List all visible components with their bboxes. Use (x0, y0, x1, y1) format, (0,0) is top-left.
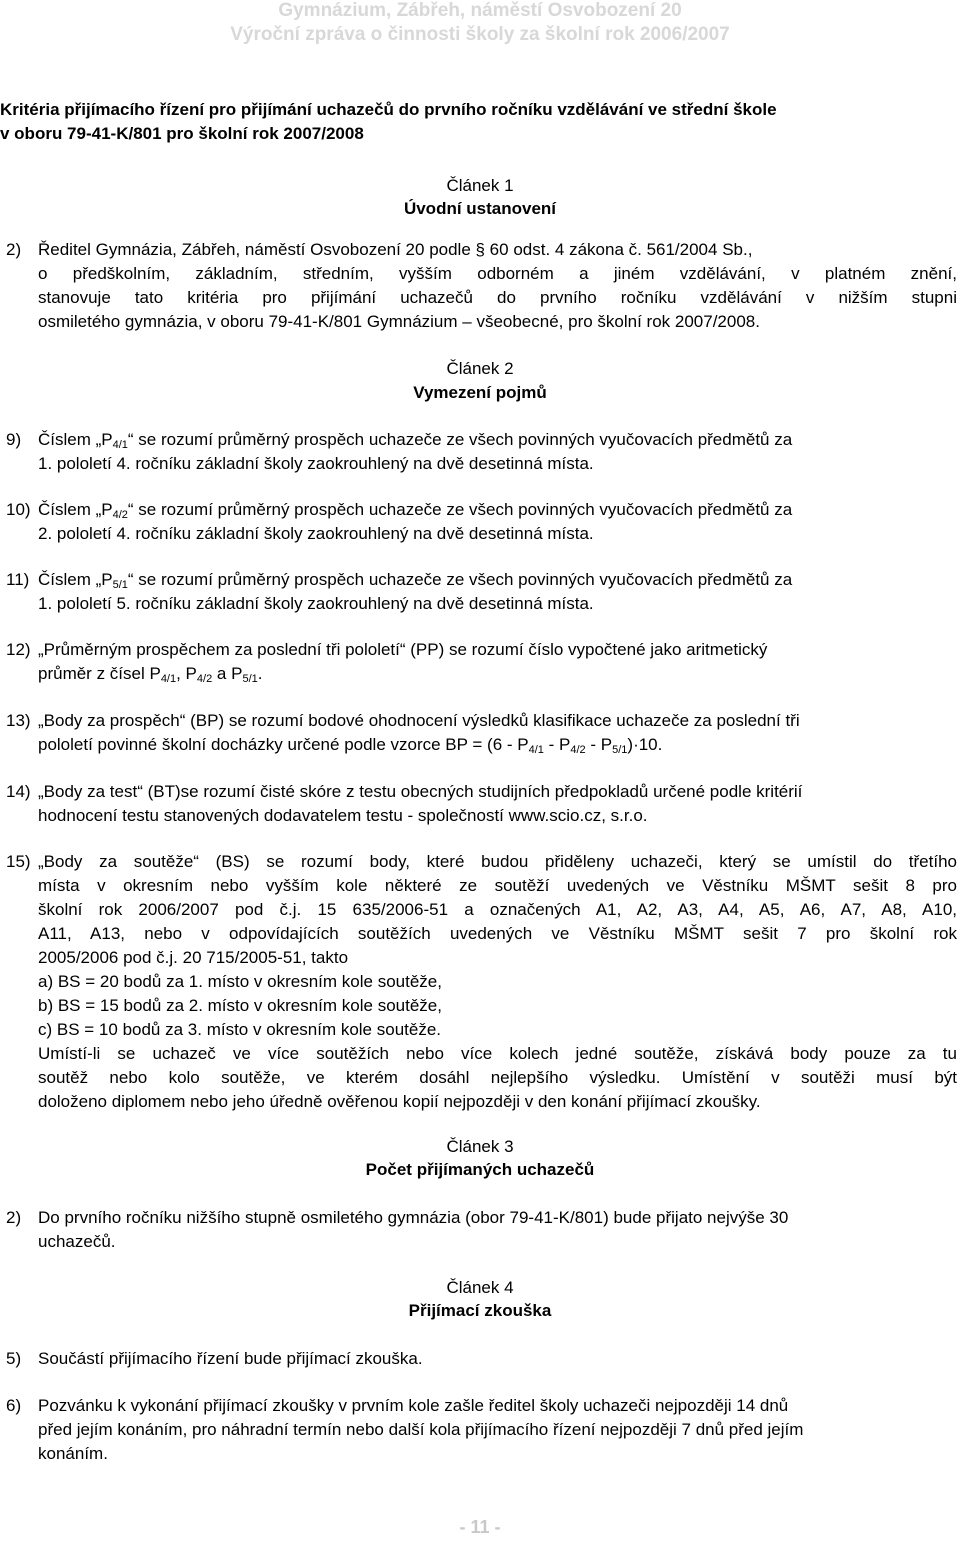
paragraph-text: Součástí přijímacího řízení bude přijímací zkouška. (38, 1349, 423, 1368)
paragraph-text: 2005/2006 pod č.j. 20 715/2005-51, takto (38, 948, 349, 967)
paragraph-number: 12) (6, 640, 31, 659)
paragraph-text: Ředitel Gymnázia, Zábřeh, náměstí Osvobození 20 podle § 60 odst. 4 zákona č. 561/2004 Sb., (38, 240, 753, 259)
paragraph-text: před jejím konáním, pro náhradní termín nebo další kola přijímacího řízení nejpozději 7 dnů před jejím (38, 1420, 804, 1439)
list-item: a) BS = 20 bodů za 1. místo v okresním kole soutěže, (38, 972, 442, 991)
header-school-name: Gymnázium, Zábřeh, náměstí Osvobození 20 (278, 0, 682, 21)
paragraph-text: Číslem $„P_{4/2}“$ se rozumí průměrný prospěch uchazeče ze všech povinných vyučovacích předmětů za (38, 500, 793, 521)
paragraph-text: „Body za prospěch“ (BP) se rozumí bodové ohodnocení výsledků klasifikace uchazeče za poslední tři (38, 711, 800, 730)
paragraph-text: Umístí-li se uchazeč ve více soutěžích nebo více kolech jedné soutěže, získává body pouze za tu (38, 1044, 957, 1063)
paragraph-text: Číslem $„P_{4/1}“$ se rozumí průměrný prospěch uchazeče ze všech povinných vyučovacích předmětů za (38, 430, 793, 451)
paragraph-text: soutěž nebo kolo soutěže, ve kterém dosáhl nejlepšího výsledku. Umístění v soutěži musí být (38, 1068, 957, 1087)
paragraph-number: 2) (6, 1208, 22, 1227)
paragraph-number: 5) (6, 1349, 22, 1368)
paragraph-text: průměr z čísel $P_{4/1}$, $P_{4/2}$ a $P_{5/1}$. (38, 664, 263, 685)
paragraph-number: 13) (6, 711, 31, 730)
page-number: - 11 - (459, 1517, 501, 1537)
article-2-subheading: Vymezení pojmů (413, 383, 547, 402)
paragraph-number: 11) (6, 570, 30, 589)
paragraph-text: o předškolním, základním, středním, vyšším odborném a jiném vzdělávání, v platném znění, (38, 264, 957, 283)
paragraph-text: 2. pololetí 4. ročníku základní školy zaokrouhlený na dvě desetinná místa. (38, 524, 594, 543)
paragraph-text: doloženo diplomem nebo jeho úředně ověřenou kopií nejpozději v den konání přijímací zkoušky. (38, 1092, 761, 1111)
paragraph-text: pololetí povinné školní docházky určené podle vzorce BP = $(6 - P_{4/1} - P_{4/2} - P_{5/1})\cdot 10$. (38, 735, 663, 756)
document-title-line1: Kritéria přijímacího řízení pro přijímání uchazečů do prvního ročníku vzdělávání ve střední škole (0, 100, 777, 119)
article-4-subheading: Přijímací zkouška (408, 1301, 552, 1320)
paragraph-text: školní rok 2006/2007 pod č.j. 15 635/2006-51 a označených A1, A2, A3, A4, A5, A6, A7, A8, A10, (38, 900, 957, 919)
article-4-heading: Článek 4 (446, 1278, 514, 1297)
paragraph-number: 14) (6, 782, 31, 801)
list-item: b) BS = 15 bodů za 2. místo v okresním kole soutěže, (38, 996, 442, 1015)
list-item: c) BS = 10 bodů za 3. místo v okresním kole soutěže. (38, 1020, 442, 1039)
paragraph-text: „Průměrným prospěchem za poslední tři pololetí“ (PP) se rozumí číslo vypočtené jako aritmetický (38, 640, 768, 659)
paragraph-text: Pozvánku k vykonání přijímací zkoušky v prvním kole zašle ředitel školy uchazeči nejpozději 14 dnů (38, 1396, 789, 1415)
paragraph-number: 15) (6, 852, 31, 871)
paragraph-text: A11, A13, nebo v odpovídajících soutěžích uvedených ve Věstníku MŠMT sešit 7 pro školní rok (38, 924, 957, 943)
paragraph-text: uchazečů. (38, 1232, 116, 1251)
paragraph-number: 6) (6, 1396, 22, 1415)
paragraph-text: osmiletého gymnázia, v oboru 79-41-K/801 Gymnázium – všeobecné, pro školní rok 2007/2008. (38, 312, 760, 331)
paragraph-text: Do prvního ročníku nižšího stupně osmiletého gymnázia (obor 79-41-K/801) bude přijato nejvýše 30 (38, 1208, 789, 1227)
paragraph-number: 10) (6, 500, 31, 519)
paragraph-number: 9) (6, 430, 22, 449)
paragraph-text: hodnocení testu stanovených dodavatelem testu - společností www.scio.cz, s.r.o. (38, 806, 648, 825)
paragraph-text: místa v okresním nebo vyšším kole některé ze soutěží uvedených ve Věstníku MŠMT sešit 8 pro (38, 876, 957, 895)
document-title-line2: v oboru 79-41-K/801 pro školní rok 2007/2008 (0, 124, 364, 143)
article-3-subheading: Počet přijímaných uchazečů (365, 1160, 595, 1179)
header-report-title: Výroční zpráva o činnosti školy za školní rok 2006/2007 (230, 24, 730, 45)
article-1-heading: Článek 1 (446, 176, 514, 195)
paragraph-text: „Body za soutěže“ (BS) se rozumí body, které budou přiděleny uchazeči, který se umístil do třetího (38, 852, 957, 871)
article-3-heading: Článek 3 (446, 1137, 514, 1156)
paragraph-text: „Body za test“ (BT)se rozumí čisté skóre z testu obecných studijních předpokladů určené podle kritérií (38, 782, 803, 801)
paragraph-text: stanovuje tato kritéria pro přijímání uchazečů do prvního ročníku vzdělávání v nižším stupni (38, 288, 957, 307)
paragraph-text: 1. pololetí 5. ročníku základní školy zaokrouhlený na dvě desetinná místa. (38, 594, 594, 613)
paragraph-number: 2) (6, 240, 22, 259)
paragraph-text: 1. pololetí 4. ročníku základní školy zaokrouhlený na dvě desetinná místa. (38, 454, 594, 473)
article-2-heading: Článek 2 (446, 359, 514, 378)
paragraph-text: Číslem $„P_{5/1}“$ se rozumí průměrný prospěch uchazeče ze všech povinných vyučovacích předmětů za (38, 570, 793, 591)
article-1-subheading: Úvodní ustanovení (403, 199, 557, 218)
paragraph-text: konáním. (38, 1444, 108, 1463)
